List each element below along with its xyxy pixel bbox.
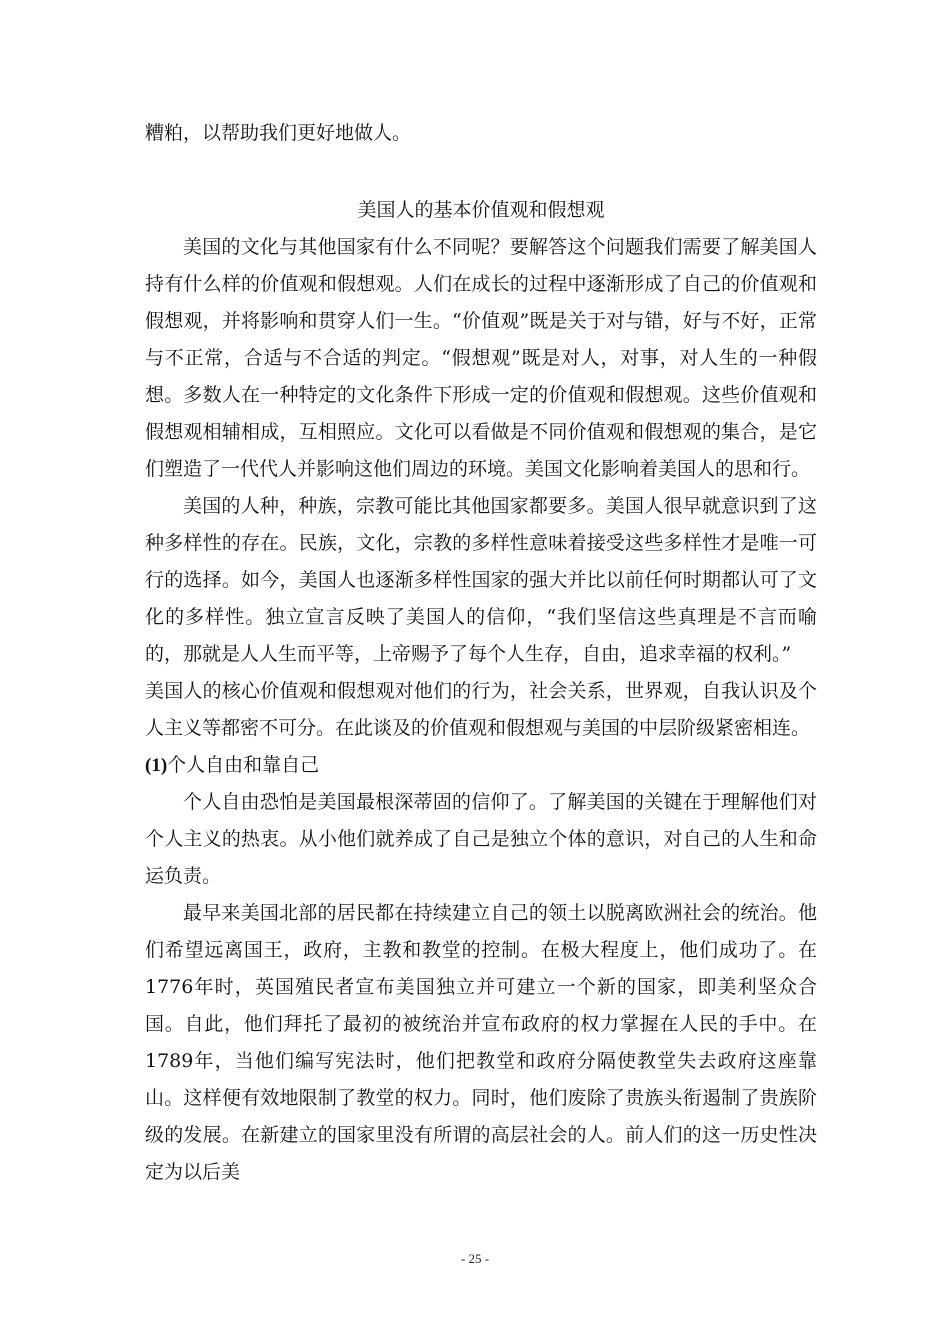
page-number: - 25 -	[460, 1251, 490, 1266]
section-title: 美国人的基本价值观和假想观	[357, 199, 605, 221]
paragraph: 美国人的核心价值观和假想观对他们的行为，社会关系，世界观，自我认识及个人主义等都密不可分。在此谈及的价值观和假想观与美国的中层阶级紧密相连。	[145, 680, 817, 739]
body-text	[145, 229, 817, 1191]
continuation-text: 糟粕，以帮助我们更好地做人。	[145, 122, 412, 144]
paragraph: 美国的文化与其他国家有什么不同呢？要解答这个问题我们需要了解美国人持有什么样的价值观和假想观。人们在成长的过程中逐渐形成了自己的价值观和假想观，并将影响和贯穿人们一生。“价值观”既是关于对与错，好与不好，正常与不正常，合适与不合适的判定。“假想观”既是对人，对事，对人生的一种假想。多数人在一种特定的文化条件下形成一定的价值观和假想观。这些价值观和假想观相辅相成，互相照应。文化可以看做是不同价值观和假想观的集合，是它们塑造了一代代人并影响这他们周边的环境。美国文化影响着美国人的思和行。	[145, 236, 817, 480]
subheading	[145, 747, 817, 784]
subheading-text: 个人自由和靠自己	[167, 754, 320, 776]
subheading-number: (1)	[145, 755, 168, 776]
paragraph: 美国的人种，种族，宗教可能比其他国家都要多。美国人很早就意识到了这种多样性的存在。民族，文化，宗教的多样性意味着接受这些多样性才是唯一可行的选择。如今，美国人也逐渐多样性国家的强大并比以前任何时期都认可了文化的多样性。独立宣言反映了美国人的信仰，“我们坚信这些真理是不言而喻的，那就是人人生而平等，上帝赐予了每个人生存，自由，追求幸福的权利。”	[145, 495, 817, 665]
paragraph: 最早来美国北部的居民都在持续建立自己的领土以脱离欧洲社会的统治。他们希望远离国王，政府，主教和教堂的控制。在极大程度上，他们成功了。在1776年时，英国殖民者宣布美国独立并可建立一个新的国家，即美利坚众合国。自此，他们拜托了最初的被统治并宣布政府的权力掌握在人民的手中。在 1789年，当他们编写宪法时，他们把教堂和政府分隔使教堂失去政府这座靠山。这样便有效地限制了教堂的权力。同时，他们废除了贵族头衔遏制了贵族阶级的发展。在新建立的国家里没有所谓的高层社会的人。前人们的这一历史性决定为以后美	[145, 902, 817, 1183]
paragraph: 个人自由恐怕是美国最根深蒂固的信仰了。了解美国的关键在于理解他们对个人主义的热衷。从小他们就养成了自己是独立个体的意识，对自己的人生和命运负责。	[145, 791, 817, 887]
